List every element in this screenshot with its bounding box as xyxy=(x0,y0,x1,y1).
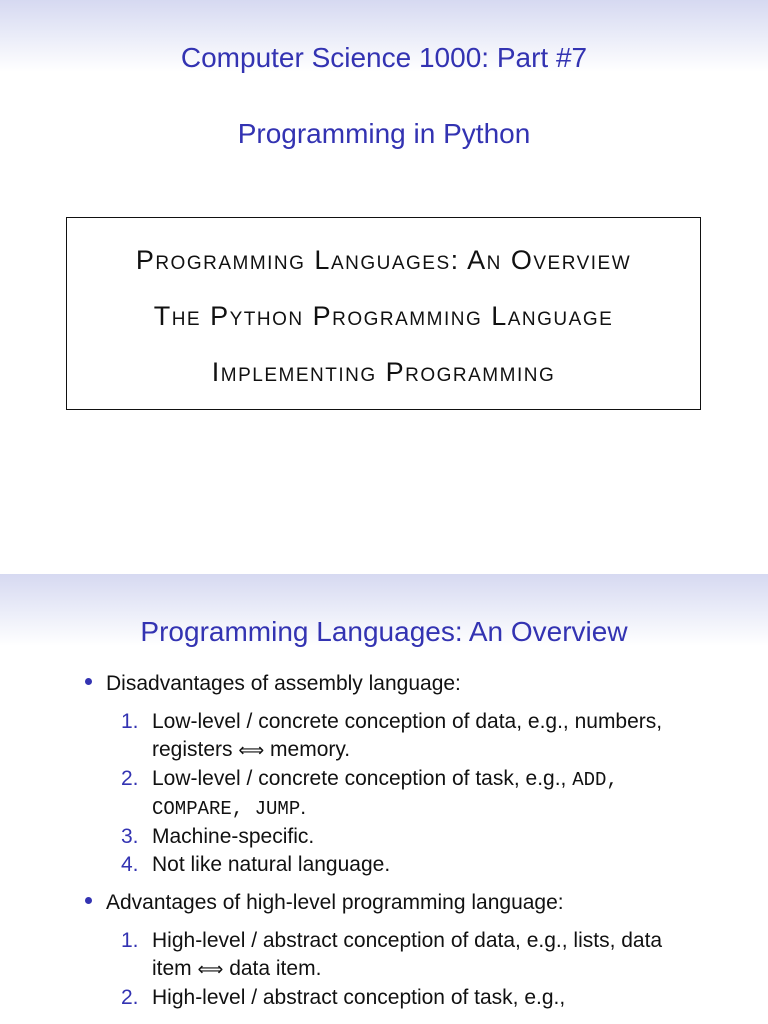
list-item xyxy=(0,708,768,765)
bullet-text: Disadvantages of assembly language: xyxy=(106,672,461,695)
toc-item-implementing[interactable]: Implementing Programming xyxy=(211,357,556,387)
item-text: Machine-specific. xyxy=(152,825,315,848)
item-number: 1. xyxy=(121,929,139,952)
list-item xyxy=(0,927,768,984)
frame-title: Programming Languages: An Overview xyxy=(140,616,628,647)
bullet-disadvantages xyxy=(0,670,768,698)
slide-subtitle: Programming in Python xyxy=(237,118,531,149)
item-text-end: memory. xyxy=(270,738,351,761)
list-item xyxy=(0,851,768,879)
toc-item-python[interactable]: The Python Programming Language xyxy=(153,301,614,331)
item-text: High-level / abstract conception of data, e.g., lists, data item xyxy=(152,929,663,980)
list-item xyxy=(0,823,768,851)
bullet-text: Advantages of high-level programming language: xyxy=(106,891,564,914)
double-arrow-icon: ⟺ xyxy=(197,959,224,980)
item-number: 1. xyxy=(121,710,139,733)
item-text: High-level / abstract conception of task, e.g., xyxy=(152,986,566,1009)
item-number: 4. xyxy=(121,853,139,876)
bullet-dot-icon xyxy=(85,897,92,904)
table-of-contents xyxy=(66,217,701,410)
slide-content xyxy=(0,670,768,1022)
item-number: 2. xyxy=(121,986,139,1009)
item-text: Low-level / concrete conception of task, e.g., xyxy=(152,767,567,790)
code-text: ADD, COMPARE, JUMP xyxy=(152,769,618,820)
list-item xyxy=(0,984,768,1012)
item-text: Low-level / concrete conception of data, e.g., numbers, registers xyxy=(152,710,663,761)
item-text-end: data item. xyxy=(229,957,322,980)
bullet-dot-icon xyxy=(85,678,92,685)
toc-item-overview[interactable]: Programming Languages: An Overview xyxy=(135,245,632,275)
disadvantages-list xyxy=(0,708,768,879)
advantages-list xyxy=(0,927,768,1012)
slide-title: Computer Science 1000: Part #7 xyxy=(180,42,588,73)
item-number: 3. xyxy=(121,825,139,848)
bullet-advantages xyxy=(0,889,768,917)
list-item xyxy=(0,765,768,823)
double-arrow-icon: ⟺ xyxy=(238,740,265,761)
item-text-end: . xyxy=(300,796,307,819)
item-number: 2. xyxy=(121,767,139,790)
item-text: Not like natural language. xyxy=(152,853,391,876)
overview-slide xyxy=(0,574,768,1024)
